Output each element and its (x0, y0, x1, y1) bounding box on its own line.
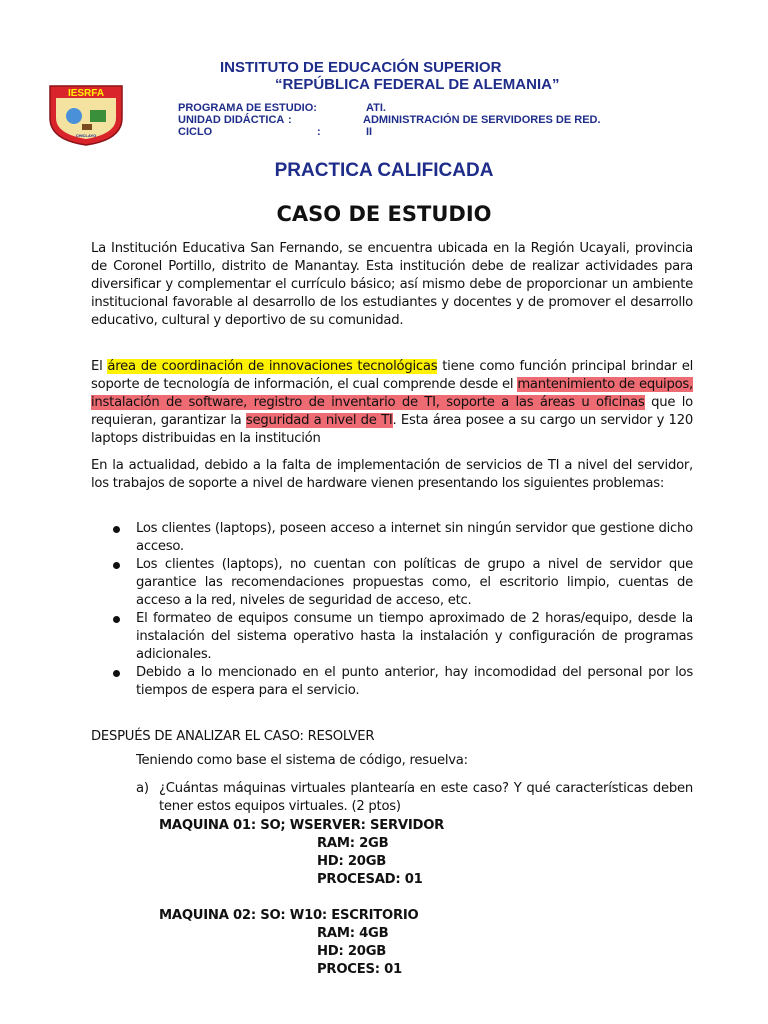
bullet-icon (113, 562, 120, 569)
bullet-icon (113, 616, 120, 623)
problems-list (91, 520, 693, 700)
resolve-heading: DESPUÉS DE ANALIZAR EL CASO: RESOLVER (91, 729, 375, 744)
machine-02-title: MAQUINA 02: SO: W10: ESCRITORIO (159, 908, 419, 923)
current-situation-paragraph: En la actualidad, debido a la falta de implementación de servicios de TI a nivel del servidor, los trabajos de soporte a nivel de hardware vienen presentando los siguientes problemas: (91, 458, 693, 491)
machine-01-ram: RAM: 2GB (317, 836, 389, 851)
question-a-marker: a) (136, 781, 149, 796)
machine-02-hd: HD: 20GB (317, 944, 387, 959)
case-title: CASO DE ESTUDIO (276, 202, 492, 226)
svg-text:CHICLAYO: CHICLAYO (75, 133, 97, 138)
list-item: El formateo de equipos consume un tiempo aproximado de 2 horas/equipo, desde la instalación del sistema operativo hasta la instalación y configuración de programas adicionales. (91, 610, 693, 664)
machine-02-ram: RAM: 4GB (317, 926, 389, 941)
practice-title: PRACTICA CALIFICADA (274, 160, 494, 181)
bullet-icon (113, 526, 120, 533)
unit-label: UNIDAD DIDÁCTICA (178, 114, 285, 126)
program-label: PROGRAMA DE ESTUDIO: (178, 102, 317, 114)
program-value: ATI. (366, 102, 386, 114)
unit-value: ADMINISTRACIÓN DE SERVIDORES DE RED. (363, 114, 601, 126)
machine-01-title: MAQUINA 01: SO; WSERVER: SERVIDOR (159, 818, 445, 833)
institute-name: INSTITUTO DE EDUCACIÓN SUPERIOR (220, 59, 502, 76)
intro-paragraph: La Institución Educativa San Fernando, se encuentra ubicada en la Región Ucayali, provincia de Coronel Portillo, distrito de Manantay. Esta institución debe de realizar actividades para diversificar y complementar el currículo básico; así mismo debe de proporcionar un ambiente institucional favorable al desarrollo de los estudiantes y docentes y de promover el desarrollo educativo, cultural y deportivo de su comunidad. (91, 241, 693, 328)
institute-subname: “REPÚBLICA FEDERAL DE ALEMANIA” (275, 76, 560, 93)
resolve-instruction: Teniendo como base el sistema de código, resuelva: (136, 753, 468, 768)
bullet-icon (113, 670, 120, 677)
machine-01-hd: HD: 20GB (317, 854, 387, 869)
question-a: ¿Cuántas máquinas virtuales plantearía en este caso? Y qué características deben tener estos equipos virtuales. (2 ptos) (159, 781, 693, 814)
list-item: Los clientes (laptops), poseen acceso a internet sin ningún servidor que gestione dicho acceso. (91, 520, 693, 556)
cycle-value: II (366, 126, 373, 138)
list-item: Debido a lo mencionado en el punto anterior, hay incomodidad del personal por los tiempos de espera para el servicio. (91, 664, 693, 700)
unit-separator: : (288, 114, 292, 126)
highlight-area: área de coordinación de innovaciones tecnológicas (107, 359, 438, 374)
machine-02-cpu: PROCES: 01 (317, 962, 402, 977)
highlight-security: seguridad a nivel de TI (245, 413, 393, 428)
coordination-paragraph: El área de coordinación de innovaciones tecnológicas tiene como función principal brindar el soporte de tecnología de información, el cual comprende desde el mantenimiento de equipos, instalación de software, registro de inventario de TI, soporte a las áreas u oficinas que lo requieran, garantizar la seguridad a nivel de TI. Esta área posee a su cargo un servidor y 120 laptops distribuidas en la institución (91, 359, 693, 446)
institute-logo (46, 84, 126, 146)
highlight-services: mantenimiento de equipos, instalación de software, registro de inventario de TI, soporte a las áreas u oficinas (91, 377, 693, 410)
svg-text:IESRFA: IESRFA (67, 88, 105, 99)
cycle-separator: : (317, 126, 321, 138)
machine-01-cpu: PROCESAD: 01 (317, 872, 423, 887)
list-item: Los clientes (laptops), no cuentan con políticas de grupo a nivel de servidor que garantice las recomendaciones propuestas como, el escritorio limpio, cuentas de acceso a la red, niveles de seguridad de acceso, etc. (91, 556, 693, 610)
cycle-label: CICLO (178, 126, 213, 138)
